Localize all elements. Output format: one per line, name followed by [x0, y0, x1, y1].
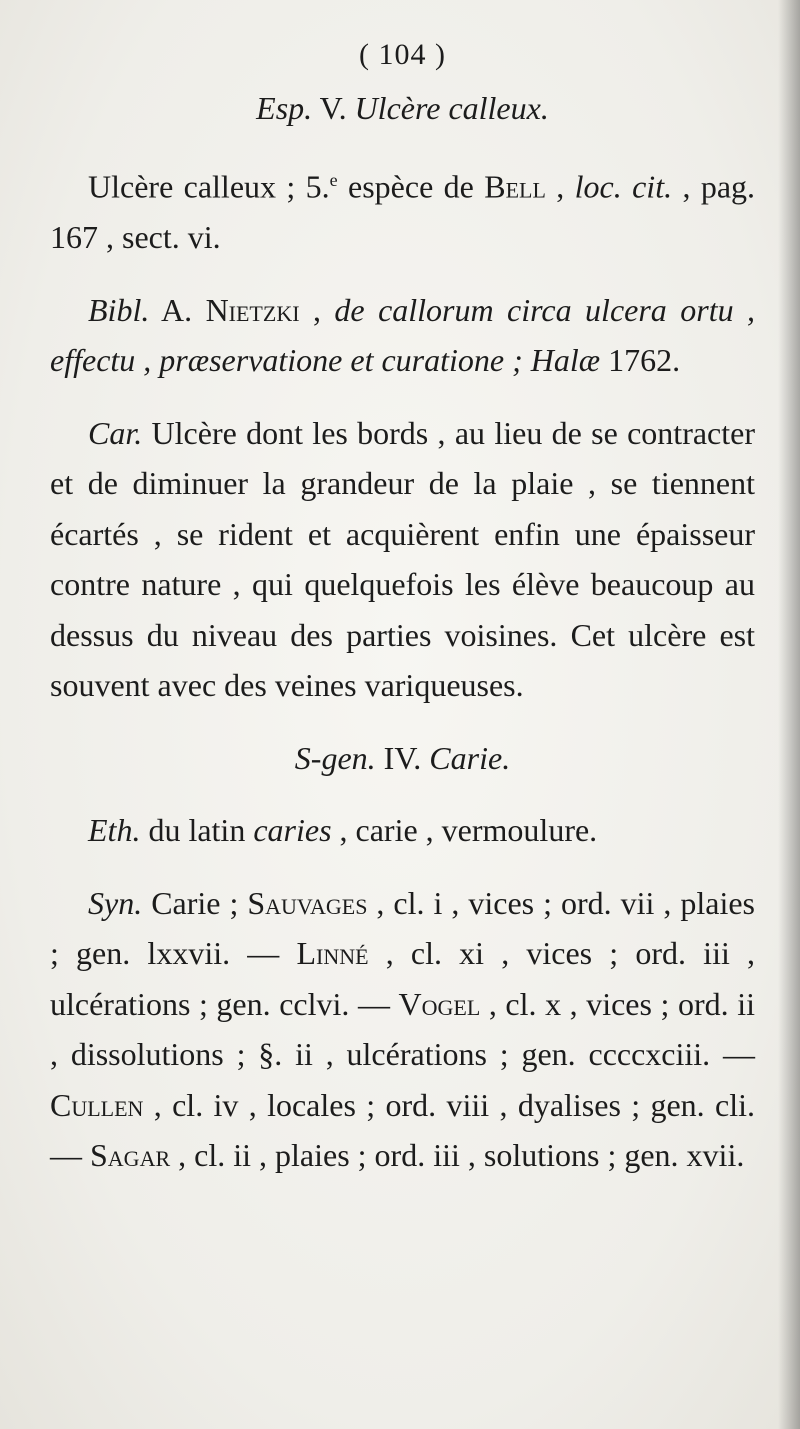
page-number: ( 104 ): [359, 38, 446, 71]
subgenus-title: Carie.: [429, 739, 511, 776]
p1-text-3: ,: [545, 168, 575, 205]
eth-text: du latin: [140, 812, 254, 849]
syn-text-4: , cl. x , vices ; ord. ii , dissolutions ; §. ii , ulcérations ; gen. ccccxciii. —: [50, 985, 756, 1073]
bibl-label: Bibl.: [88, 291, 150, 328]
eth-label: Eth.: [88, 812, 141, 849]
paragraph-synonyms: [50, 878, 755, 1181]
eth-latin-word: caries: [253, 812, 332, 849]
paragraph-etymology: [50, 805, 755, 856]
bibl-year: 1762.: [600, 342, 681, 379]
subgenus-label: S-gen.: [294, 739, 376, 776]
p1-text: Ulcère calleux ; 5.: [88, 168, 330, 205]
text-column: [50, 30, 755, 1203]
syn-text-3: , cl. xi , vices ; ord. iii , ulcérations ; gen. cclvi. —: [50, 935, 756, 1022]
author-cullen: Cullen: [50, 1086, 144, 1123]
species-title: Ulcère calleux.: [354, 89, 549, 126]
p1-text-2: espèce de: [337, 168, 485, 205]
bibl-title: de callorum circa ulcera ortu , effectu , præservatione et curatione ; Halæ: [50, 291, 756, 379]
author-sagar: Sagar: [90, 1137, 171, 1174]
car-label: Car.: [88, 414, 143, 451]
p1-superscript: e: [329, 170, 338, 190]
species-label: Esp.: [256, 89, 313, 126]
p2-text: A.: [149, 291, 206, 328]
subgenus-heading: [50, 733, 755, 784]
p2-text-2: ,: [299, 291, 335, 328]
author-linne: Linné: [296, 935, 369, 972]
paragraph-bibliography: [50, 285, 755, 386]
syn-text-6: , cl. ii , plaies ; ord. iii , solutions ; gen. xvii.: [170, 1137, 745, 1174]
syn-label: Syn.: [88, 884, 143, 921]
p1-loc-cit: loc. cit.: [574, 168, 673, 205]
paragraph-bell: [50, 155, 755, 263]
syn-text-2: , cl. i , vices ; ord. vii , plaies ; gen. lxxvii. —: [50, 884, 756, 972]
car-text: Ulcère dont les bords , au lieu de se contracter et de diminuer la grandeur de la plaie , se tiennent écartés , se rident et acquièrent enfin une épaisseur contre nature , qui quelquefois les élève beaucoup au dessus du niveau des parties voisines. Cet ulcère est souvent avec des veines variqueuses.: [50, 414, 755, 704]
subgenus-number: IV.: [375, 739, 430, 776]
page-edge-shadow: [778, 0, 800, 1429]
syn-text-5: , cl. iv , locales ; ord. viii , dyalises ; gen. cli. —: [50, 1086, 755, 1174]
paragraph-characteristics: [50, 408, 755, 711]
eth-text-2: , carie , vermoulure.: [331, 812, 598, 849]
syn-text: Carie ;: [142, 884, 248, 921]
species-heading: [50, 83, 755, 134]
author-sauvages: Sauvages: [247, 884, 368, 921]
author-vogel: Vogel: [398, 985, 481, 1022]
author-nietzki: Nietzki: [205, 291, 300, 328]
species-number: V.: [312, 89, 355, 126]
p1-text-4: , pag. 167 , sect. vi.: [50, 168, 756, 256]
author-bell: Bell: [484, 168, 546, 205]
